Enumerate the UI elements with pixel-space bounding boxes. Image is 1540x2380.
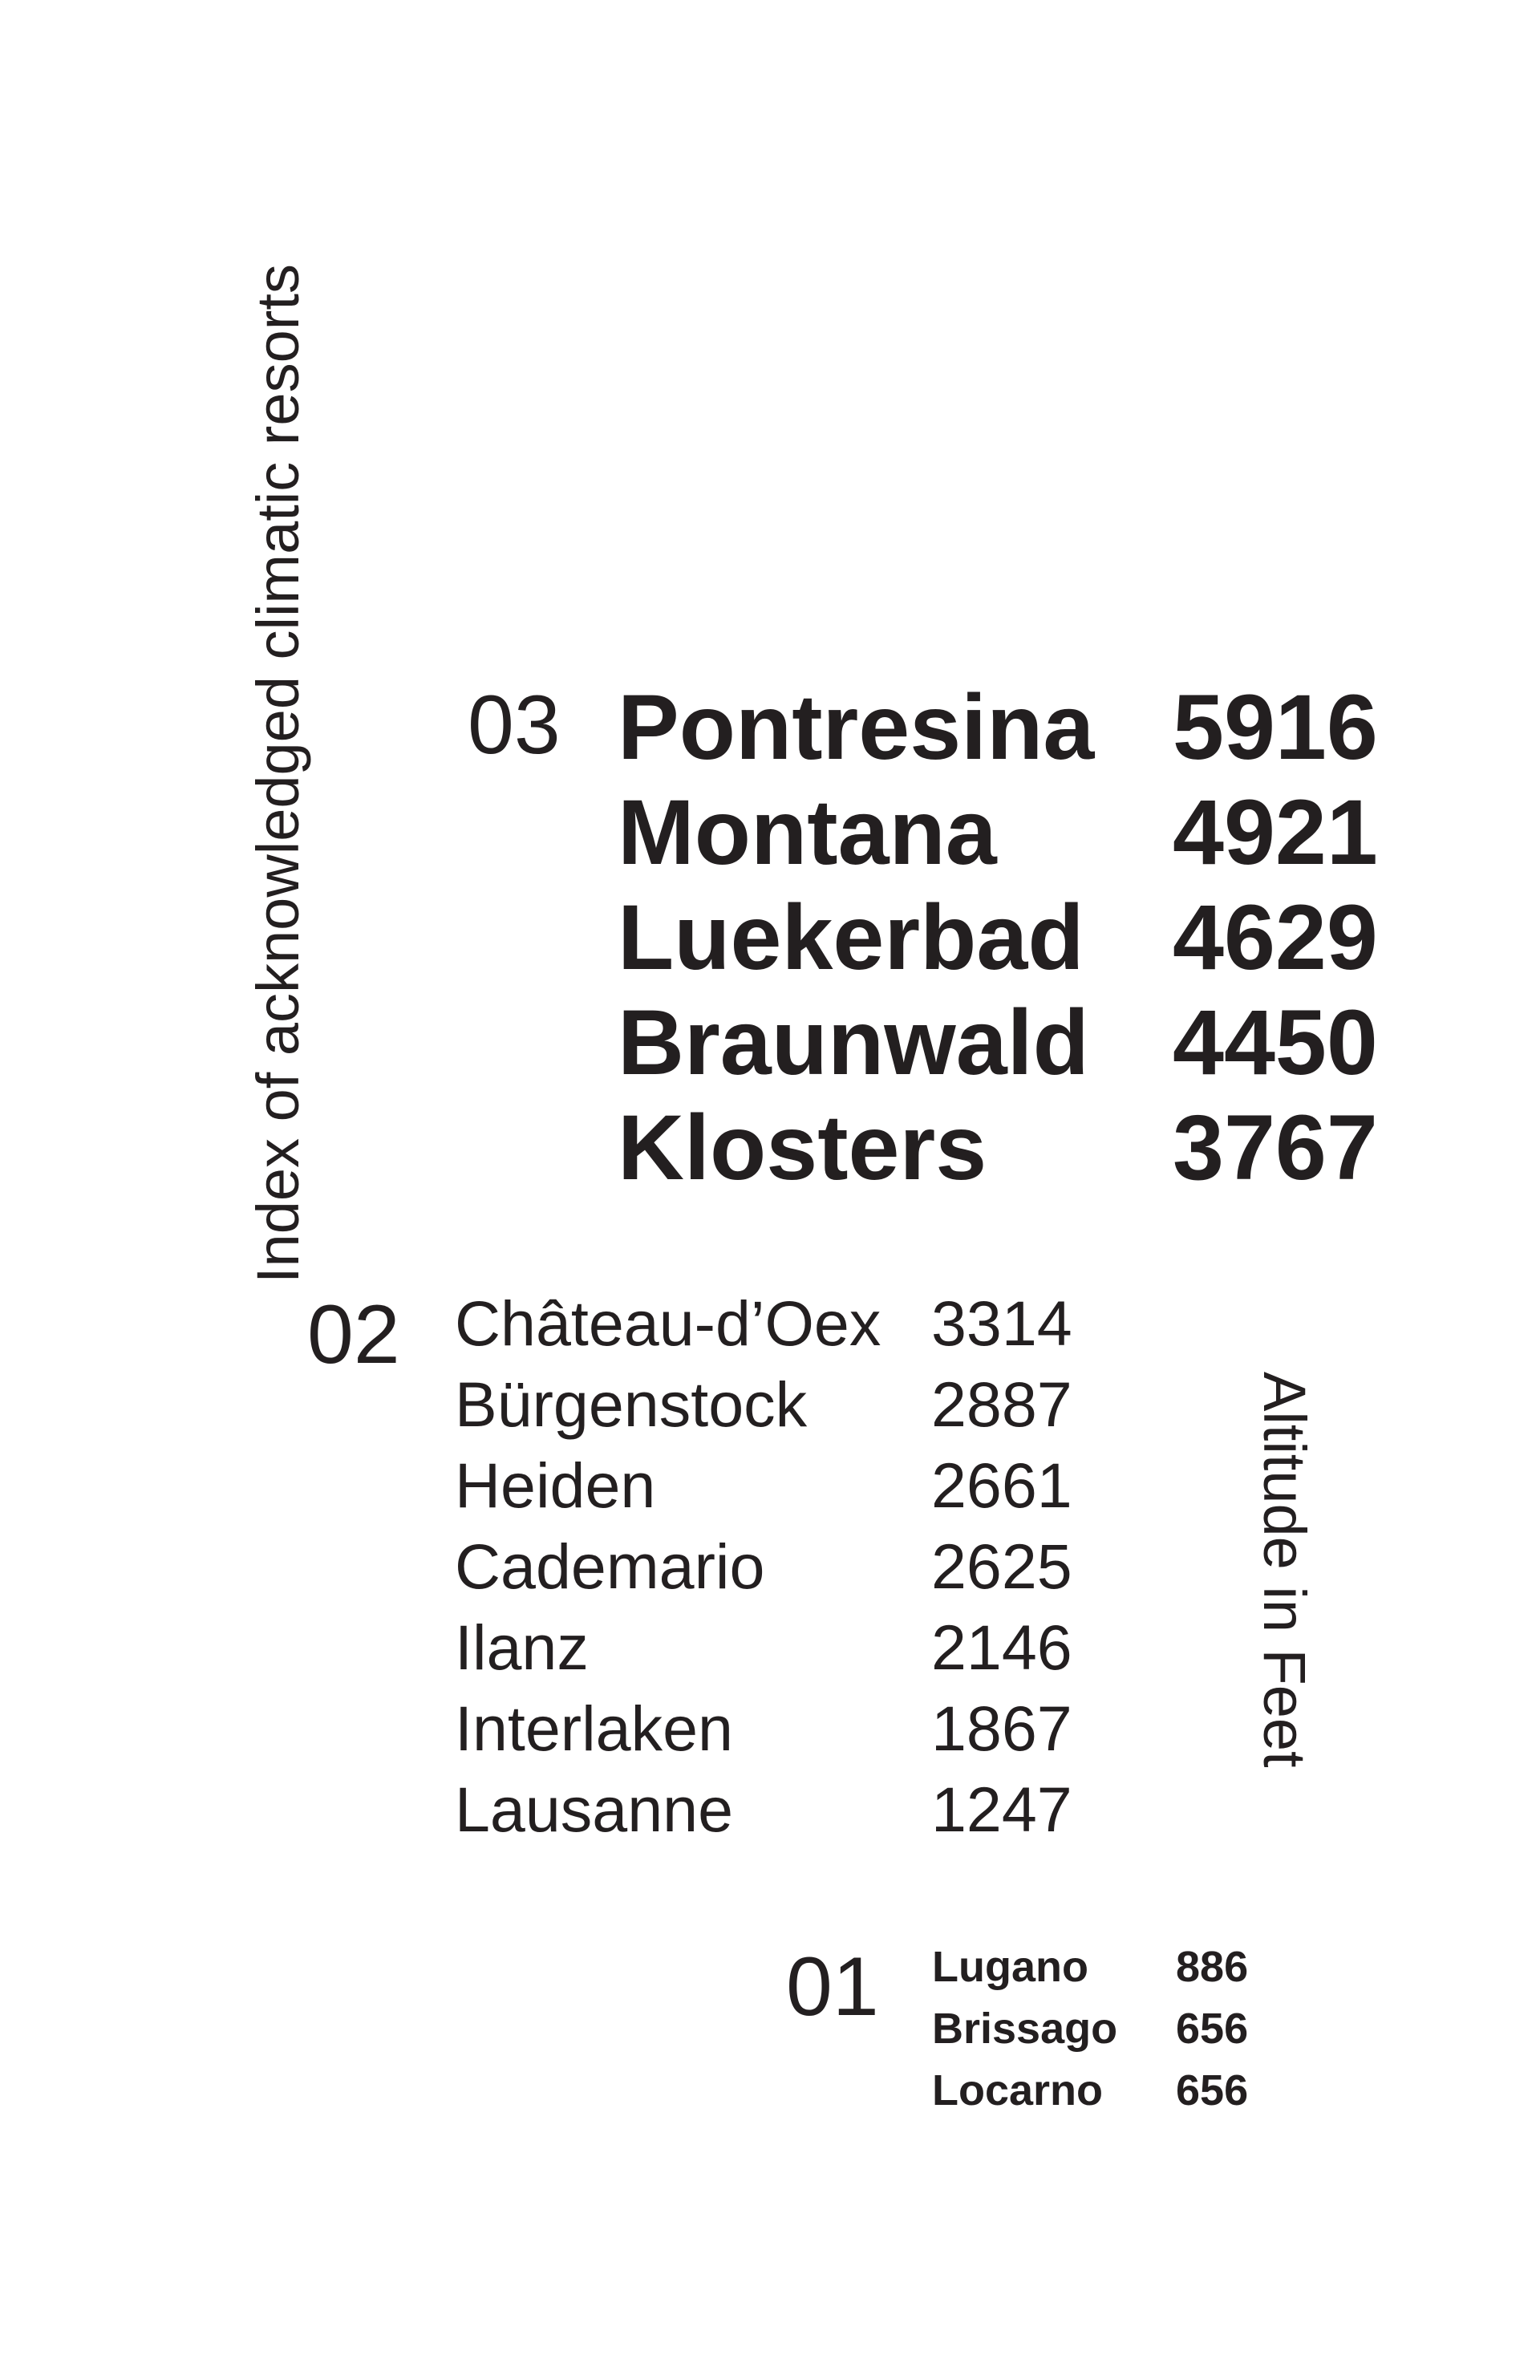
resort-name: Cademario: [455, 1531, 765, 1602]
page-title: Index of acknowledged climatic resorts: [245, 264, 311, 1283]
altitude-axis-label: Altitude in Feet: [1251, 1372, 1318, 1768]
resort-name: Braunwald: [618, 991, 1089, 1094]
resort-name: Locarno: [932, 2066, 1104, 2114]
resort-name: Ilanz: [455, 1612, 589, 1683]
resort-altitude: 4921: [1173, 781, 1378, 884]
resort-name: Brissago: [932, 2005, 1118, 2053]
resort-altitude: 2661: [931, 1449, 1072, 1521]
resort-altitude: 5916: [1173, 676, 1378, 779]
resort-name: Luekerbad: [618, 886, 1084, 989]
resort-name: Bürgenstock: [455, 1368, 808, 1440]
resort-name: Pontresina: [618, 676, 1095, 779]
resort-name: Lugano: [932, 1943, 1088, 1991]
resort-name: Château-d’Oex: [455, 1287, 881, 1359]
resort-altitude: 656: [1176, 2005, 1249, 2053]
resort-altitude: 1867: [931, 1693, 1072, 1764]
resort-altitude: 4629: [1173, 886, 1378, 989]
resort-altitude: 1247: [931, 1774, 1072, 1845]
resort-altitude: 2146: [931, 1612, 1072, 1683]
resort-altitude: 4450: [1173, 991, 1378, 1094]
resort-name: Heiden: [455, 1449, 656, 1521]
resort-name: Klosters: [618, 1097, 987, 1199]
resort-name: Interlaken: [455, 1693, 733, 1764]
resort-name: Montana: [618, 781, 997, 884]
resort-name: Lausanne: [455, 1774, 734, 1845]
group-number-02: 02: [307, 1288, 400, 1381]
resort-altitude: 886: [1176, 1943, 1249, 1991]
resort-altitude: 3767: [1173, 1097, 1378, 1199]
group-number-01: 01: [786, 1940, 879, 2033]
resort-altitude: 3314: [931, 1287, 1072, 1359]
resort-altitude: 2625: [931, 1531, 1072, 1602]
resort-altitude: 2887: [931, 1368, 1072, 1440]
group-number-03: 03: [468, 679, 561, 772]
resort-altitude: 656: [1176, 2066, 1249, 2114]
